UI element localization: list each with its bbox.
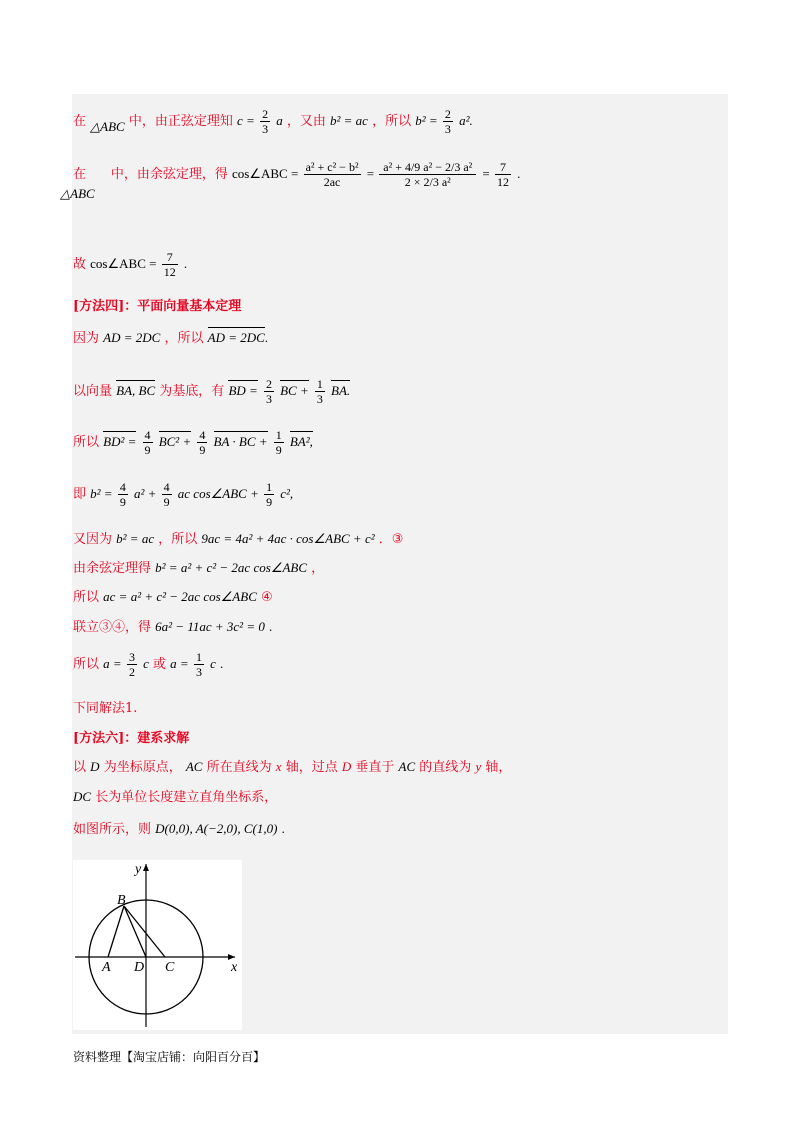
line-coordinates: 如图所示，则 D(0,0), A(−2,0), C(1,0) .: [73, 821, 285, 837]
line-basis: 以向量 BA, BC 为基底，有 BD = $\frac{2}{3}$ BC + $\frac{1}{3}$ BA.: [73, 377, 351, 406]
line-equation-3: 又因为 b² = ac ，所以 9ac = 4a² + 4ac · cos∠ABC + c² ．③: [73, 531, 404, 547]
method-4-heading: [方法四]：平面向量基本定理: [73, 299, 242, 314]
line-same-as-method-1: 下同解法1.: [73, 701, 138, 716]
line-cosine-law: 在 △ABC 中，由余弦定理，得 cos∠ABC = $\frac{\text{a² + c² − b²}}{2ac}$ = $\frac{\text{a² + 4/9 a² − 2/3 a²}}{\text{2 × 2/3 a²}}$ = $\frac{7}{12}$ .: [60, 160, 521, 201]
line-coordinate-setup: 以 D 为坐标原点， AC 所在直线为 x 轴，过点 D 垂直于 AC 的直线为 y 轴，: [73, 759, 512, 775]
y-axis-arrow: [143, 864, 149, 871]
line-expand: 即 b² = $\frac{4}{9}$ a² + $\frac{4}{9}$ ac cos∠ABC + $\frac{1}{9}$ c²,: [73, 480, 294, 509]
fraction: $\frac{3}{2}$: [128, 650, 135, 679]
line-sine-law: 在 △ABC 中，由正弦定理知 c = $\frac{2}{3}$ a ，又由 b² = ac ，所以 b² = $\frac{2}{3}$ a².: [73, 107, 473, 136]
fraction: $\frac{1}{9}$: [266, 480, 273, 509]
fraction: $\frac{4}{9}$: [144, 428, 151, 457]
fraction: $\frac{7}{12}$: [497, 160, 509, 189]
fraction: $\frac{1}{9}$: [275, 428, 282, 457]
method-6-heading: [方法六]：建系求解: [73, 731, 190, 746]
segment-bc: [124, 906, 165, 957]
fraction: $\frac{2}{3}$: [444, 107, 451, 136]
y-label: y: [135, 862, 142, 877]
line-unit-length: DC 长为单位长度建立直角坐标系，: [73, 789, 278, 805]
point-b-label: B: [117, 893, 126, 908]
fraction: $\frac{1}{3}$: [195, 650, 202, 679]
point-a-label: A: [102, 960, 111, 975]
fraction: $\frac{4}{9}$: [163, 480, 170, 509]
fraction: $\frac{1}{3}$: [316, 377, 323, 406]
fraction: $\frac{\text{a² + 4/9 a² − 2/3 a²}}{\text{2 × 2/3 a²}}$: [379, 160, 476, 189]
point-c-label: C: [165, 960, 175, 975]
segment-ab: [108, 906, 124, 957]
figure-svg: [73, 860, 242, 1030]
fraction: $\frac{4}{9}$: [199, 428, 206, 457]
fraction: $\frac{2}{3}$: [262, 107, 269, 136]
coordinate-figure: [73, 860, 242, 1030]
fraction: $\frac{7}{12}$: [163, 250, 176, 279]
line-solutions: 所以 a = $\frac{3}{2}$ c 或 a = $\frac{1}{3}$ c .: [73, 650, 224, 679]
segment-bd: [124, 906, 146, 957]
point-d-label: D: [134, 960, 145, 975]
line-cosine-law-2: 由余弦定理得 b² = a² + c² − 2ac cos∠ABC ，: [73, 560, 325, 576]
fraction: $\frac{4}{9}$: [119, 480, 126, 509]
fraction: $\frac{2}{3}$: [265, 377, 272, 406]
fraction: $\frac{\text{a² + c² − b²}}{2ac}$: [305, 160, 359, 189]
x-label: x: [231, 960, 238, 975]
line-combine: 联立③④，得 6a² − 11ac + 3c² = 0 .: [73, 619, 273, 635]
footer-source: 资料整理【淘宝店铺：向阳百分百】: [73, 1050, 266, 1064]
line-equation-4: 所以 ac = a² + c² − 2ac cos∠ABC ④: [73, 589, 273, 605]
line-therefore: 故 cos∠ABC = $\frac{7}{12}$ .: [73, 250, 188, 279]
line-square: 所以 BD² = $\frac{4}{9}$ BC² + $\frac{4}{9}$ BA · BC + $\frac{1}{9}$ BA²,: [73, 428, 313, 457]
line-vector-relation: 因为 AD = 2DC ，所以 AD = 2DC.: [73, 330, 269, 346]
